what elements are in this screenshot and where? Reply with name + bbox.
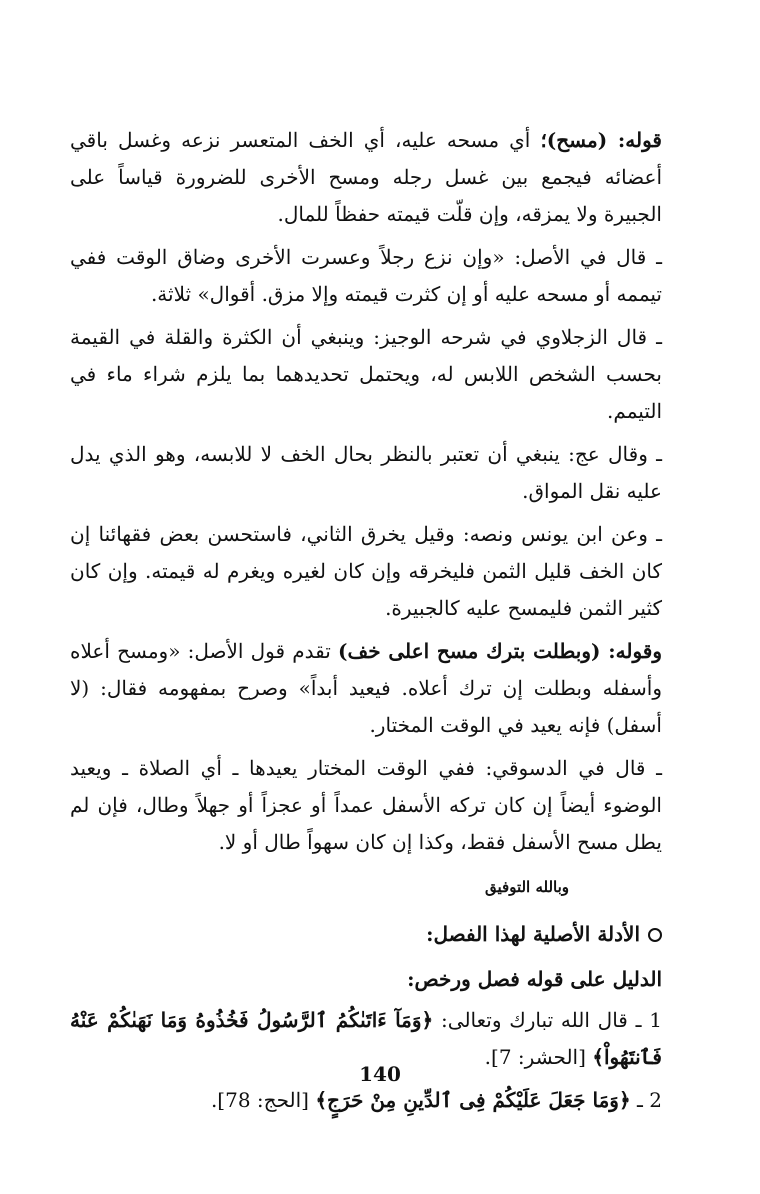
paragraph-3	[70, 319, 662, 430]
closing-phrase: وبالله التوفيق	[485, 878, 570, 896]
verse-reference: [الحشر: 7].	[484, 1045, 593, 1069]
paragraph-text: أي مسحه عليه، أي الخف المتعسر نزعه وغسل باقي أعضائه فيجمع بين غسل رجله ومسح الأخرى للضرورة قياساً على الجبيرة ولا يمزقه، وإن قلّت قيمته حفظاً للمال.	[70, 128, 662, 226]
paragraph-4	[70, 436, 662, 510]
paragraph-text: ـ وعن ابن يونس ونصه: وقيل يخرق الثاني، فاستحسن بعض فقهائنا إن كان الخف قليل الثمن فليخرقه وإن كان لغيره ويغرم له قيمته. وإن كان كثير الثمن فليمسح عليه كالجبيرة.	[70, 522, 662, 620]
paragraph-text: ـ قال في الأصل: «وإن نزع رجلاً وعسرت الأخرى وضاق الوقت ففي تيممه أو مسحه عليه أو إن كثرت قيمته وإلا مزق. أقوال» ثلاثة.	[70, 245, 662, 306]
subheading: الدليل على قوله فصل ورخص:	[407, 967, 662, 991]
evidence-prefix: 2 ـ	[630, 1088, 662, 1112]
paragraph-7	[70, 750, 662, 861]
circle-bullet-icon	[648, 928, 662, 942]
section-heading-text: الأدلة الأصلية لهذا الفصل:	[426, 922, 640, 946]
paragraph-text: ـ قال في الدسوقي: ففي الوقت المختار يعيدها ـ أي الصلاة ـ ويعيد الوضوء أيضاً إن كان تركه الأسفل عمداً أو عجزاً أو جهلاً وطال، فإن لم يطل مسح الأسفل فقط، وكذا إن كان سهواً طال أو لا.	[70, 756, 662, 854]
paragraph-lead: قوله: (مسح)؛	[540, 128, 662, 152]
verse-reference: [الحج: 78].	[210, 1088, 316, 1112]
evidence-prefix: 1 ـ قال الله تبارك وتعالى:	[433, 1008, 662, 1032]
paragraph-lead: وقوله: (وبطلت بترك مسح اعلى خف)	[338, 639, 662, 663]
evidence-item-2	[70, 1082, 662, 1119]
paragraph-5	[70, 516, 662, 627]
paragraph-1	[70, 122, 662, 233]
quran-verse: ﴿وَمَا جَعَلَ عَلَيْكُمْ فِى ٱلدِّينِ مِنْ حَرَجٍ﴾	[315, 1088, 631, 1112]
closing-line	[70, 867, 662, 906]
quran-verse: ﴿وَمَآ ءَاتَىٰكُمُ ٱلرَّسُولُ فَخُذُوهُ وَمَا نَهَىٰكُمْ عَنْهُ فَٱنتَهُواْ﴾	[70, 1008, 662, 1069]
paragraph-text: ـ قال الزجلاوي في شرحه الوجيز: وينبغي أن الكثرة والقلة في القيمة بحسب الشخص اللابس له، ويحتمل تحديدهما بما يلزم شراء ماء في التيمم.	[70, 325, 663, 423]
paragraph-6	[70, 633, 662, 744]
page-body	[70, 122, 662, 1125]
page-number: 140	[359, 1062, 401, 1086]
paragraph-2	[70, 239, 662, 313]
paragraph-text: تقدم قول الأصل: «ومسح أعلاه وأسفله وبطلت إن ترك أعلاه. فيعيد أبداً» وصرح بمفهومه فقال: (لا أسفل) فإنه يعيد في الوقت المختار.	[70, 639, 662, 737]
section-heading	[70, 916, 662, 953]
paragraph-text: ـ وقال عج: ينبغي أن تعتبر بالنظر بحال الخف لا للابسه، وهو الذي يدل عليه نقل المواق.	[70, 442, 662, 503]
